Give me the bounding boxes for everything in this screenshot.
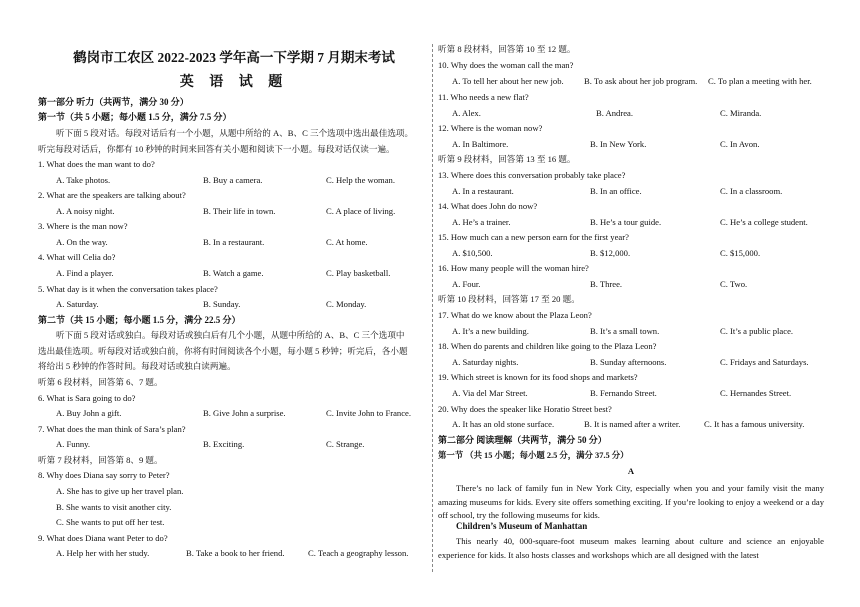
q5-option-c: C. Monday. [326,299,367,309]
question-4: 4. What will Celia do? [38,252,116,262]
question-5: 5. What day is it when the conversation takes place? [38,284,218,294]
q11-option-b: B. Andrea. [596,108,633,118]
q16-option-b: B. Three. [590,279,623,289]
part1-heading: 第一部分 听力（共两节，满分 30 分） [38,97,189,107]
q20-option-b: B. It is named after a writer. [584,419,681,429]
question-9: 9. What does Diana want Peter to do? [38,533,168,543]
reading-section1-heading: 第一节 （共 15 小题；每小题 2.5 分，满分 37.5 分） [438,451,629,460]
q18-option-a: A. Saturday nights. [452,357,519,367]
q18-option-b: B. Sunday afternoons. [590,357,667,367]
q6-option-b: B. Give John a surprise. [203,408,286,418]
q11-option-c: C. Miranda. [720,108,762,118]
question-3: 3. Where is the man now? [38,221,128,231]
q20-option-c: C. It has a famous university. [704,419,805,429]
question-17: 17. What do we know about the Plaza Leon? [438,310,592,320]
q10-option-b: B. To ask about her job program. [584,76,698,86]
q4-option-b: B. Watch a game. [203,268,264,278]
q1-option-b: B. Buy a camera. [203,175,263,185]
section2-instructions-end: 将给出 5 秒钟的作答时间。每段对话或独白读两遍。 [38,361,236,371]
section1-instructions: 听下面 5 段对话。每段对话后有一个小题，从题中所给的 A、B、C 三个选项中选出最佳选项。 [56,128,414,138]
q17-option-b: B. It’s a small town. [590,326,660,336]
segment-10-label: 听第 10 段材料，回答第 17 至 20 题。 [438,294,580,304]
part2-heading: 第二部分 阅读理解（共两节，满分 50 分） [438,435,607,445]
question-2: 2. What are the speakers are talking about? [38,190,186,200]
q6-option-c: C. Invite John to France. [326,408,411,418]
q17-option-a: A. It’s a new building. [452,326,529,336]
q3-option-c: C. At home. [326,237,368,247]
question-13: 13. Where does this conversation probably take place? [438,170,626,180]
q8-option-c: C. She wants to put off her test. [56,517,165,527]
question-19: 19. Which street is known for its food shops and markets? [438,372,638,382]
q9-option-b: B. Take a book to her friend. [186,548,285,558]
section2-instructions-cont: 选出最佳选项。听每段对话或独白前，你将有时间阅读各个小题，每小题 5 秒钟；听完后，各小题 [38,346,408,356]
exam-title: 鹤岗市工农区 2022-2023 学年高一下学期 7 月期末考试 [73,50,395,65]
q2-option-a: A. A noisy night. [56,206,115,216]
q3-option-a: A. On the way. [56,237,108,247]
segment-9-label: 听第 9 段材料，回答第 13 至 16 题。 [438,154,576,164]
column-divider [432,44,433,572]
passage-a-label: A [627,466,635,476]
question-16: 16. How many people will the woman hire? [438,263,589,273]
q5-option-a: A. Saturday. [56,299,99,309]
passage-a-paragraph-1: There’s no lack of family fun in New York City, especially when you and your family visit the many amazing museums for kids. Every site offers something exciting. If you’re looking to enjoy a weekend or a day off school, try the following museums for kids. [438,483,824,520]
q5-option-b: B. Sunday. [203,299,241,309]
section1-instructions-cont: 听完每段对话后，你都有 10 秒钟的时间来回答有关小题和阅读下一小题。每段对话仅读一遍。 [38,144,395,154]
q13-option-c: C. In a classroom. [720,186,783,196]
q16-option-c: C. Two. [720,279,748,289]
question-11: 11. Who needs a new flat? [438,92,529,102]
q13-option-b: B. In an office. [590,186,642,196]
segment-6-label: 听第 6 段材料，回答第 6、7 题。 [38,377,163,387]
q7-option-b: B. Exciting. [203,439,245,449]
q17-option-c: C. It’s a public place. [720,326,794,336]
question-18: 18. When do parents and children like going to the Plaza Leon? [438,341,657,351]
q12-option-b: B. In New York. [590,139,647,149]
q1-option-c: C. Help the woman. [326,175,395,185]
q10-option-a: A. To tell her about her new job. [452,76,564,86]
question-7: 7. What does the man think of Sara’s plan? [38,424,186,434]
museum-heading: Children’s Museum of Manhattan [456,521,588,531]
q8-option-b: B. She wants to visit another city. [56,502,172,512]
q6-option-a: A. Buy John a gift. [56,408,122,418]
q13-option-a: A. In a restaurant. [452,186,514,196]
q14-option-a: A. He’s a trainer. [452,217,511,227]
q20-option-a: A. It has an old stone surface. [452,419,555,429]
section2-instructions: 听下面 5 段对话或独白。每段对话或独白后有几个小题，从题中所给的 A、B、C 三个选项中 [56,330,405,340]
q19-option-b: B. Fernando Street. [590,388,657,398]
segment-8-label: 听第 8 段材料，回答第 10 至 12 题。 [438,44,576,54]
question-14: 14. What does John do now? [438,201,538,211]
q18-option-c: C. Fridays and Saturdays. [720,357,809,367]
q12-option-a: A. In Baltimore. [452,139,509,149]
q4-option-a: A. Find a player. [56,268,114,278]
q1-option-a: A. Take photos. [56,175,111,185]
q2-option-b: B. Their life in town. [203,206,276,216]
q12-option-c: C. In Avon. [720,139,760,149]
question-12: 12. Where is the woman now? [438,123,543,133]
question-20: 20. Why does the speaker like Horatio Street best? [438,404,612,414]
q8-option-a: A. She has to give up her travel plan. [56,486,184,496]
question-8: 8. Why does Diana say sorry to Peter? [38,470,170,480]
q11-option-a: A. Alex. [452,108,481,118]
q15-option-a: A. $10,500. [452,248,493,258]
question-10: 10. Why does the woman call the man? [438,60,574,70]
q3-option-b: B. In a restaurant. [203,237,265,247]
q15-option-c: C. $15,000. [720,248,761,258]
q15-option-b: B. $12,000. [590,248,631,258]
q2-option-c: C. A place of living. [326,206,396,216]
exam-subtitle: 英 语 试 题 [179,75,289,90]
question-15: 15. How much can a new person earn for the first year? [438,232,629,242]
question-1: 1. What does the man want to do? [38,159,155,169]
passage-a-paragraph-2: This nearly 40, 000-square-foot museum makes learning about culture and science an enjoyable experience for kids. It also hosts classes and workshops which are all designed with the latest [438,536,824,560]
segment-7-label: 听第 7 段材料，回答第 8、9 题。 [38,455,163,465]
q4-option-c: C. Play basketball. [326,268,391,278]
q19-option-c: C. Hernandes Street. [720,388,792,398]
q7-option-a: A. Funny. [56,439,91,449]
q7-option-c: C. Strange. [326,439,365,449]
q16-option-a: A. Four. [452,279,481,289]
q14-option-c: C. He’s a college student. [720,217,808,227]
section2-heading: 第二节（共 15 小题；每小题 1.5 分，满分 22.5 分） [38,315,241,325]
q10-option-c: C. To plan a meeting with her. [708,76,812,86]
section1-heading: 第一节（共 5 小题；每小题 1.5 分，满分 7.5 分） [38,112,232,122]
question-6: 6. What is Sara going to do? [38,393,136,403]
q9-option-a: A. Help her with her study. [56,548,150,558]
q19-option-a: A. Via del Mar Street. [452,388,528,398]
q14-option-b: B. He’s a tour guide. [590,217,662,227]
q9-option-c: C. Teach a geography lesson. [308,548,409,558]
